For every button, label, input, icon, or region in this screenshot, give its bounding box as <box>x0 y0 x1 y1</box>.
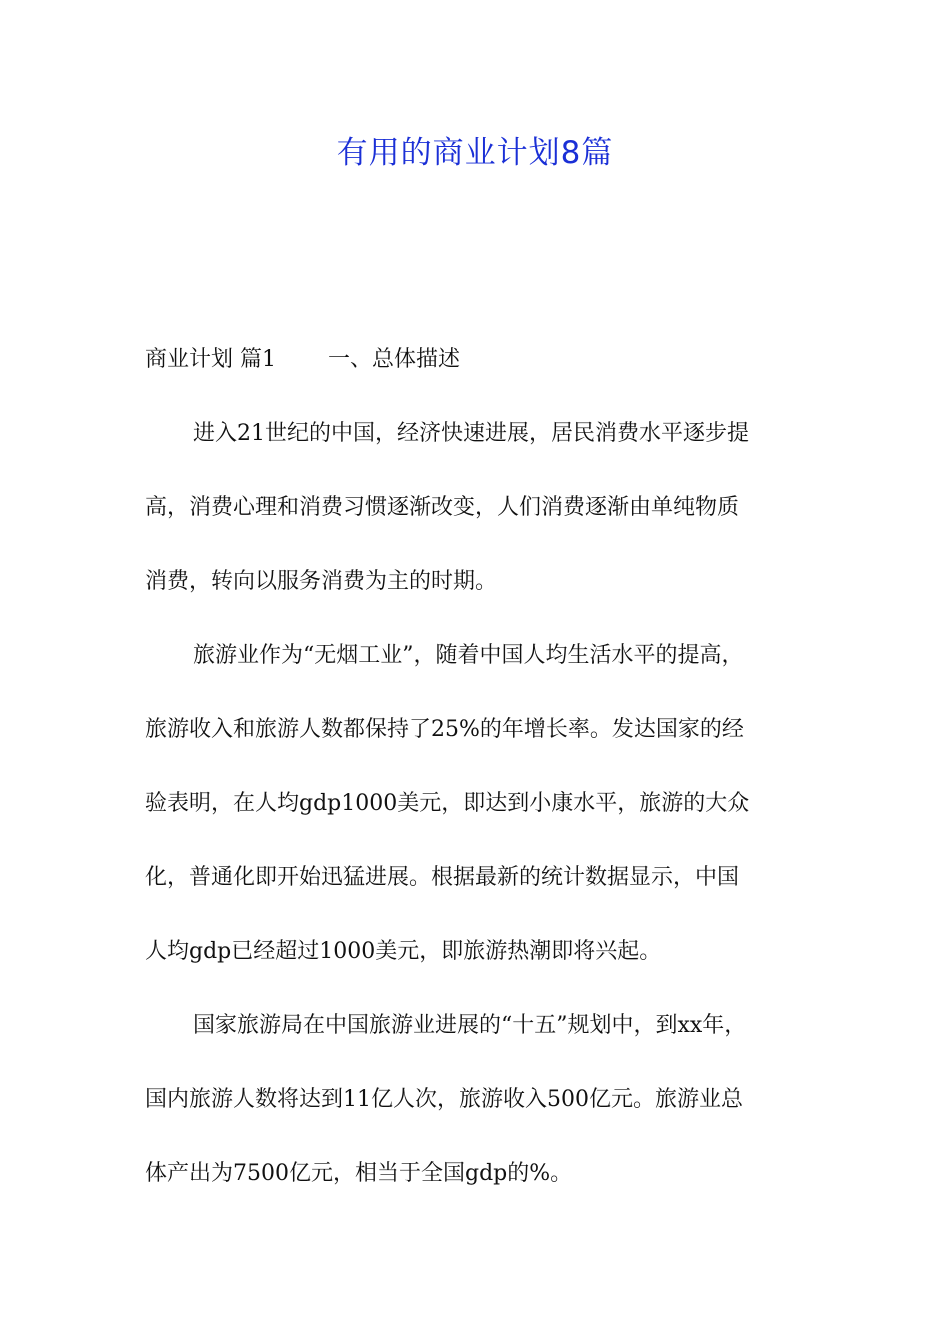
document-body <box>145 336 810 1224</box>
paragraph-1-line-1: 进入21世纪的中国，经济快速进展，居民消费水平逐步提 <box>193 421 749 446</box>
paragraph-1-line-3: 消费，转向以服务消费为主的时期。 <box>145 569 498 594</box>
section-heading: 一、总体描述 <box>328 347 461 372</box>
paragraph-3-line-1: 国家旅游局在中国旅游业进展的“十五”规划中，到xx年， <box>193 1013 747 1038</box>
paragraph-2-line-4: 化，普通化即开始迅猛进展。根据最新的统计数据显示，中国 <box>145 865 740 890</box>
paragraph-2-line-5: 人均gdp已经超过1000美元，即旅游热潮即将兴起。 <box>145 939 662 964</box>
paragraph-1-line-2: 高，消费心理和消费习惯逐渐改变，人们消费逐渐由单纯物质 <box>145 495 740 520</box>
paragraph-3-line-2: 国内旅游人数将达到11亿人次，旅游收入500亿元。旅游业总 <box>145 1087 743 1112</box>
section-heading-line <box>145 336 810 410</box>
paragraph-2-line-2: 旅游收入和旅游人数都保持了25%的年增长率。发达国家的经 <box>145 717 744 742</box>
section-label: 商业计划 篇1 <box>145 347 276 372</box>
document-title: 有用的商业计划8篇 <box>336 135 614 171</box>
paragraph-2-line-1: 旅游业作为“无烟工业”，随着中国人均生活水平的提高， <box>193 643 744 668</box>
paragraph-3-line-3: 体产出为7500亿元，相当于全国gdp的%。 <box>145 1161 573 1186</box>
paragraph-2-line-3: 验表明，在人均gdp1000美元，即达到小康水平，旅游的大众 <box>145 791 750 816</box>
